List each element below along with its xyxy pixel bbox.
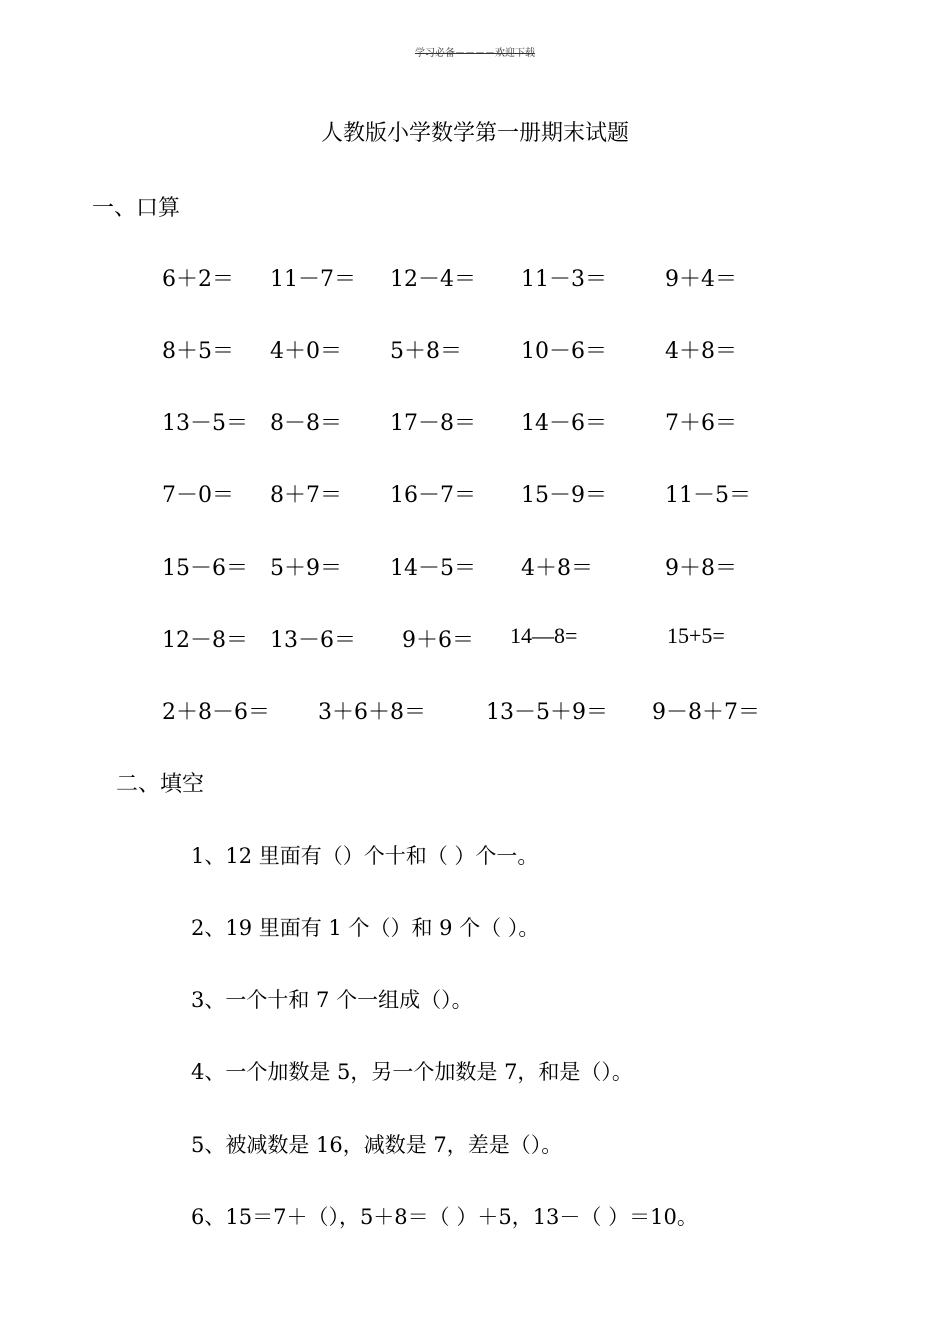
calc-problem: 13－5＝: [162, 411, 248, 436]
calc-problem: 9＋8＝: [665, 556, 737, 581]
calc-problem: 15－9＝: [521, 483, 607, 508]
calc-problem: 5＋9＝: [270, 556, 342, 581]
calc-problem: 5＋8＝: [390, 339, 462, 364]
calc-problem: 12－8＝: [162, 628, 248, 653]
page-title: 人教版小学数学第一册期末试题: [320, 121, 629, 146]
calc-row: [0, 551, 950, 581]
calc-problem: 8＋7＝: [270, 483, 342, 508]
calc-row: [0, 406, 950, 436]
calc-problem: 17－8＝: [390, 411, 476, 436]
calc-problem: 6＋2＝: [162, 267, 234, 292]
fill-blank-question: 1、12 里面有（）个十和（ ）个一。: [191, 844, 539, 868]
calc-problem: 10－6＝: [521, 339, 607, 364]
fill-blank-question: 6、15＝7＋（），5＋8＝（ ）＋5，13－（ ）＝10。: [191, 1205, 698, 1229]
calc-problem: 11－7＝: [270, 267, 356, 292]
calc-problem: 9－8＋7＝: [652, 700, 760, 725]
section-oral-calc-heading: 一、口算: [92, 196, 181, 221]
calc-problem: 11－3＝: [521, 267, 607, 292]
calc-problem: 15+5=: [667, 623, 725, 648]
calc-problem: 9＋4＝: [665, 267, 737, 292]
calc-problem: 2＋8－6＝: [162, 700, 270, 725]
calc-problem: 11－5＝: [665, 483, 751, 508]
fill-blank-question: 4、一个加数是 5，另一个加数是 7，和是（）。: [191, 1060, 633, 1084]
section-fill-blank-heading: 二、填空: [116, 772, 205, 797]
calc-problem: 4＋8＝: [665, 339, 737, 364]
calc-problem: 15－6＝: [162, 556, 248, 581]
calc-problem: 4＋0＝: [270, 339, 342, 364]
fill-blank-question: 5、被减数是 16，减数是 7，差是（）。: [191, 1133, 563, 1157]
calc-row: [0, 695, 950, 725]
page-header: [0, 44, 950, 59]
calc-problem: 13－5＋9＝: [486, 700, 608, 725]
calc-problem: 9＋6＝: [402, 628, 474, 653]
calc-problem: 14—8=: [510, 623, 578, 648]
calc-problem: 12－4＝: [390, 267, 476, 292]
calc-row: [0, 262, 950, 292]
calc-problem: 7＋6＝: [665, 411, 737, 436]
calc-problem: 14－6＝: [521, 411, 607, 436]
calc-problem: 14－5＝: [390, 556, 476, 581]
calc-row: [0, 623, 950, 653]
fill-blank-question: 2、19 里面有 1 个（）和 9 个（ ）。: [191, 916, 540, 940]
fill-blank-question: 3、一个十和 7 个一组成（）。: [191, 988, 473, 1012]
header-text: 学习必备－－－－欢迎下载: [415, 48, 535, 59]
calc-problem: 8－8＝: [270, 411, 342, 436]
calc-row: [0, 478, 950, 508]
calc-problem: 8＋5＝: [162, 339, 234, 364]
calc-row: [0, 334, 950, 364]
calc-problem: 16－7＝: [390, 483, 476, 508]
calc-problem: 7－0＝: [162, 483, 234, 508]
calc-problem: 13－6＝: [270, 628, 356, 653]
calc-problem: 4＋8＝: [521, 556, 593, 581]
calc-problem: 3＋6＋8＝: [318, 700, 426, 725]
